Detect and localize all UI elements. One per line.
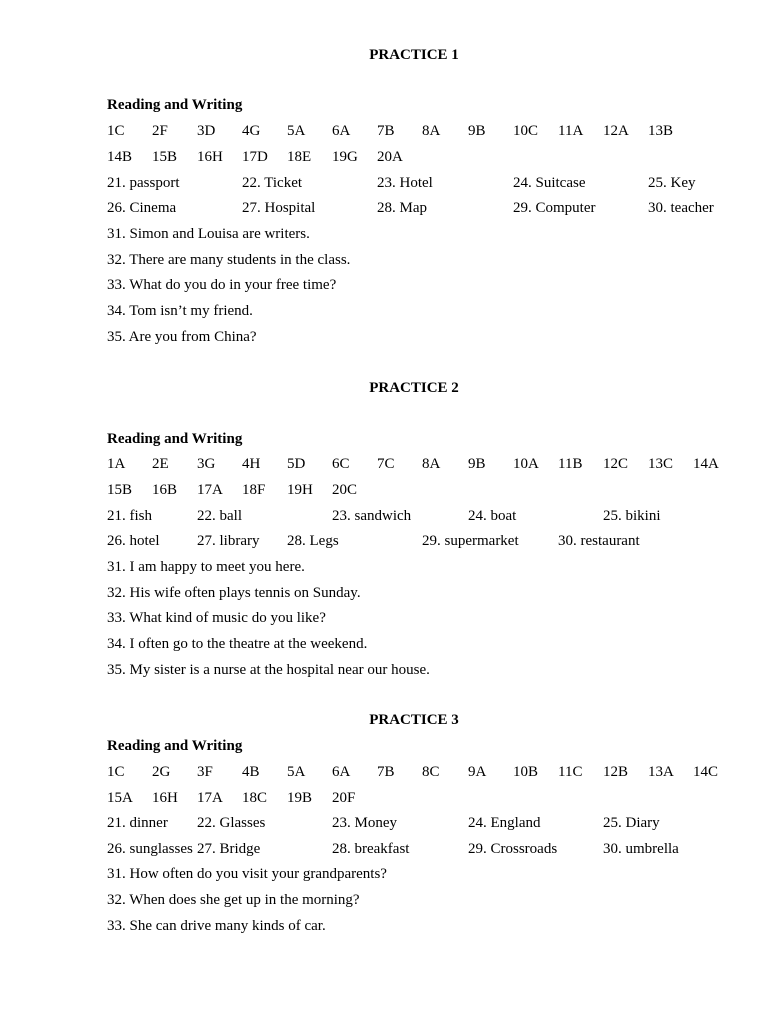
answer-item: 25. Key: [648, 175, 696, 191]
answer-item: 21. passport: [107, 175, 180, 191]
answer-item: 24. Suitcase: [513, 175, 586, 191]
answer-item: 28. Map: [377, 200, 427, 216]
sentence-answer: 34. Tom isn’t my friend.: [107, 303, 253, 319]
answer-item: 4H: [242, 456, 261, 472]
sentence-answer: 35. Are you from China?: [107, 329, 257, 345]
answer-item: 1C: [107, 123, 125, 139]
answer-item: 2G: [152, 764, 171, 780]
answer-item: 7C: [377, 456, 395, 472]
answer-item: 16H: [197, 149, 223, 165]
answer-item: 18F: [242, 482, 266, 498]
answer-item: 3F: [197, 764, 213, 780]
answer-item: 4B: [242, 764, 260, 780]
answer-item: 2E: [152, 456, 169, 472]
answer-item: 30. umbrella: [603, 841, 679, 857]
answer-item: 6C: [332, 456, 350, 472]
answer-item: 15B: [107, 482, 133, 498]
answer-item: 26. sunglasses: [107, 841, 193, 857]
answer-item: 20C: [332, 482, 358, 498]
sentence-answer: 33. What kind of music do you like?: [107, 610, 326, 626]
answer-item: 27. Bridge: [197, 841, 261, 857]
answer-item: 27. library: [197, 533, 260, 549]
sentence-answer: 35. My sister is a nurse at the hospital near our house.: [107, 662, 430, 678]
answer-item: 14C: [693, 764, 719, 780]
practice-3-title: PRACTICE 3: [369, 712, 459, 728]
answer-item: 11B: [558, 456, 583, 472]
answer-item: 8A: [422, 456, 441, 472]
answer-item: 14A: [693, 456, 719, 472]
answer-item: 10B: [513, 764, 539, 780]
answer-item: 7B: [377, 764, 395, 780]
sentence-answer: 33. She can drive many kinds of car.: [107, 918, 326, 934]
answer-item: 14B: [107, 149, 133, 165]
answer-item: 28. Legs: [287, 533, 339, 549]
answer-item: 6A: [332, 764, 351, 780]
answer-item: 12B: [603, 764, 629, 780]
answer-item: 12A: [603, 123, 629, 139]
answer-item: 5D: [287, 456, 306, 472]
answer-item: 19B: [287, 790, 313, 806]
answer-item: 19H: [287, 482, 313, 498]
answer-item: 29. Crossroads: [468, 841, 558, 857]
sentence-answer: 34. I often go to the theatre at the weekend.: [107, 636, 368, 652]
answer-item: 23. sandwich: [332, 508, 412, 524]
answer-item: 11A: [558, 123, 584, 139]
answer-item: 16H: [152, 790, 178, 806]
sentence-answer: 31. I am happy to meet you here.: [107, 559, 305, 575]
answer-item: 25. bikini: [603, 508, 661, 524]
answer-item: 26. Cinema: [107, 200, 177, 216]
answer-item: 18C: [242, 790, 268, 806]
practice-2-heading: Reading and Writing: [107, 431, 243, 447]
answer-item: 30. teacher: [648, 200, 714, 216]
answer-item: 24. boat: [468, 508, 517, 524]
practice-1-title: PRACTICE 1: [369, 47, 459, 63]
answer-item: 10C: [513, 123, 539, 139]
answer-item: 22. ball: [197, 508, 242, 524]
practice-2-title: PRACTICE 2: [369, 380, 459, 396]
answer-item: 20F: [332, 790, 356, 806]
practice-1-heading: Reading and Writing: [107, 97, 243, 113]
answer-item: 13C: [648, 456, 674, 472]
answer-item: 12C: [603, 456, 629, 472]
answer-item: 22. Ticket: [242, 175, 303, 191]
answer-item: 18E: [287, 149, 312, 165]
answer-item: 8C: [422, 764, 440, 780]
answer-item: 29. supermarket: [422, 533, 519, 549]
answer-item: 23. Hotel: [377, 175, 433, 191]
answer-item: 17A: [197, 482, 223, 498]
answer-item: 1A: [107, 456, 126, 472]
sentence-answer: 32. His wife often plays tennis on Sunday.: [107, 585, 361, 601]
answer-item: 15B: [152, 149, 178, 165]
sentence-answer: 33. What do you do in your free time?: [107, 277, 337, 293]
answer-item: 4G: [242, 123, 261, 139]
answer-item: 9B: [468, 456, 486, 472]
answer-item: 11C: [558, 764, 583, 780]
answer-item: 28. breakfast: [332, 841, 410, 857]
sentence-answer: 31. Simon and Louisa are writers.: [107, 226, 310, 242]
answer-item: 2F: [152, 123, 168, 139]
answer-item: 24. England: [468, 815, 541, 831]
answer-item: 30. restaurant: [558, 533, 640, 549]
answer-item: 13B: [648, 123, 674, 139]
answer-item: 7B: [377, 123, 395, 139]
answer-item: 9A: [468, 764, 487, 780]
sentence-answer: 32. There are many students in the class.: [107, 252, 351, 268]
answer-item: 27. Hospital: [242, 200, 316, 216]
answer-item: 17D: [242, 149, 268, 165]
answer-item: 16B: [152, 482, 178, 498]
answer-item: 25. Diary: [603, 815, 660, 831]
sentence-answer: 31. How often do you visit your grandparents?: [107, 866, 387, 882]
answer-item: 3G: [197, 456, 216, 472]
answer-item: 8A: [422, 123, 441, 139]
answer-item: 20A: [377, 149, 403, 165]
answer-item: 26. hotel: [107, 533, 160, 549]
answer-item: 10A: [513, 456, 539, 472]
answer-item: 1C: [107, 764, 125, 780]
answer-item: 22. Glasses: [197, 815, 266, 831]
answer-item: 23. Money: [332, 815, 397, 831]
answer-item: 3D: [197, 123, 216, 139]
answer-item: 13A: [648, 764, 674, 780]
practice-3-heading: Reading and Writing: [107, 738, 243, 754]
answer-item: 17A: [197, 790, 223, 806]
sentence-answer: 32. When does she get up in the morning?: [107, 892, 360, 908]
answer-item: 15A: [107, 790, 133, 806]
answer-item: 6A: [332, 123, 351, 139]
answer-item: 9B: [468, 123, 486, 139]
answer-item: 29. Computer: [513, 200, 596, 216]
answer-item: 21. fish: [107, 508, 152, 524]
answer-item: 21. dinner: [107, 815, 168, 831]
answer-item: 5A: [287, 764, 306, 780]
answer-item: 19G: [332, 149, 358, 165]
answer-item: 5A: [287, 123, 306, 139]
